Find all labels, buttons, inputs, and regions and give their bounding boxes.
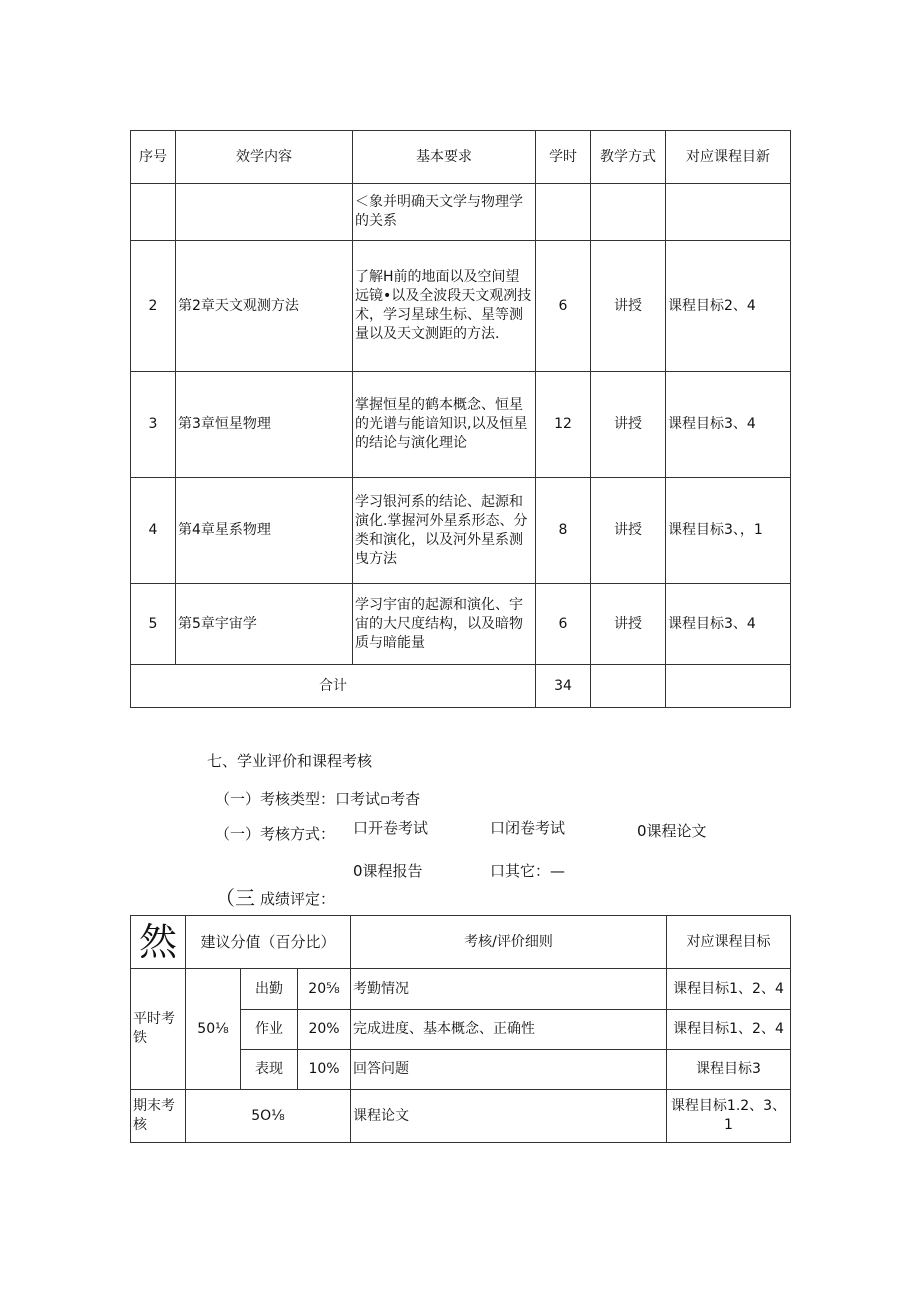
cell-no [131, 184, 176, 241]
grade-section-label: 成绩评定： [260, 890, 336, 908]
cell-goal: 课程目标3、，1 [666, 478, 791, 584]
header-goal: 对应课程目标 [667, 916, 791, 969]
cell-no: 3 [131, 372, 176, 478]
item-pct: 20% [298, 1010, 351, 1050]
final-detail: 课程论文 [351, 1090, 667, 1143]
syllabus-header-row [131, 131, 791, 184]
option-open-book: 口开卷考试 [353, 819, 429, 837]
item-detail: 考勤情况 [351, 969, 667, 1010]
cell-hours: 8 [536, 478, 591, 584]
cell-requirement: 学习银河系的结论、起源和演化.掌握河外星系形态、分类和演化，以及河外星系测曳方法 [353, 478, 536, 584]
item-goal: 课程目标1、2、4 [667, 1010, 791, 1050]
cell-content: 第2章天文观测方法 [176, 241, 353, 372]
regular-pct: 50⅛ [186, 969, 241, 1090]
assessment-method-label: （一）考核方式： [215, 825, 336, 843]
total-empty [666, 665, 791, 708]
cell-requirement: 了解H前的地面以及空间望远镜•以及全波段天文观冽技术，学习星球生标、星等测量以及天文测距的方法. [353, 241, 536, 372]
total-row [131, 665, 791, 708]
cell-method [591, 184, 666, 241]
cell-content: 第5章宇宙学 [176, 584, 353, 665]
cell-no: 2 [131, 241, 176, 372]
table-row [131, 241, 791, 372]
cell-content: 第4章星系物理 [176, 478, 353, 584]
cell-goal: 课程目标2、4 [666, 241, 791, 372]
table-row [131, 969, 791, 1010]
big-char: 然 [131, 916, 186, 969]
cell-method: 讲授 [591, 584, 666, 665]
item-goal: 课程目标3 [667, 1050, 791, 1090]
cell-method: 讲授 [591, 372, 666, 478]
cell-requirement: ＜象并明确天文学与物理学的关系 [353, 184, 536, 241]
item-pct: 10% [298, 1050, 351, 1090]
cell-hours [536, 184, 591, 241]
table-row [131, 478, 791, 584]
header-requirement: 基本要求 [353, 131, 536, 184]
item-pct: 20⅝ [298, 969, 351, 1010]
total-hours: 34 [536, 665, 591, 708]
item-name: 作业 [241, 1010, 298, 1050]
cell-requirement: 学习宇宙的起源和演化、宇宙的大尺度结构，以及暗物质与暗能量 [353, 584, 536, 665]
grade-header-row [131, 916, 791, 969]
cell-hours: 6 [536, 241, 591, 372]
cell-hours: 12 [536, 372, 591, 478]
final-label: 期末考核 [131, 1090, 186, 1143]
cell-method: 讲授 [591, 241, 666, 372]
cell-goal: 课程目标3、4 [666, 372, 791, 478]
assessment-type-line: （一）考核类型：口考试▫考杳 [215, 790, 421, 808]
header-goal: 对应课程目新 [666, 131, 791, 184]
item-detail: 回答问题 [351, 1050, 667, 1090]
cell-method: 讲授 [591, 478, 666, 584]
table-row [131, 584, 791, 665]
cell-content [176, 184, 353, 241]
syllabus-table [130, 130, 791, 708]
table-row [131, 1090, 791, 1143]
grade-table [130, 915, 791, 1143]
section-title: 七、学业评价和课程考核 [207, 752, 373, 770]
final-goal: 课程目标1.2、3、1 [667, 1090, 791, 1143]
total-empty [591, 665, 666, 708]
cell-goal: 课程目标3、4 [666, 584, 791, 665]
cell-requirement: 掌握恒星的鹤本概念、恒星的光谱与能谙知识,以及恒星的结论与演化理论 [353, 372, 536, 478]
table-row [131, 184, 791, 241]
item-name: 表现 [241, 1050, 298, 1090]
table-row [131, 372, 791, 478]
final-pct: 5O⅛ [186, 1090, 351, 1143]
header-score: 建议分值（百分比） [186, 916, 351, 969]
cell-goal [666, 184, 791, 241]
cell-no: 4 [131, 478, 176, 584]
cell-no: 5 [131, 584, 176, 665]
header-detail: 考核/评价细则 [351, 916, 667, 969]
option-paper: 0课程论文 [637, 822, 707, 840]
regular-label: 平时考铁 [131, 969, 186, 1090]
option-report: 0课程报告 [353, 862, 423, 880]
option-other: 口其它：— [490, 862, 566, 880]
header-content: 效学内容 [176, 131, 353, 184]
header-no: 序号 [131, 131, 176, 184]
header-method: 教学方式 [591, 131, 666, 184]
total-label: 合计 [131, 665, 536, 708]
item-name: 出勤 [241, 969, 298, 1010]
item-detail: 完成进度、基本概念、正确性 [351, 1010, 667, 1050]
grade-section-bracket: （三 [215, 886, 255, 910]
option-closed-book: 口闭卷考试 [490, 819, 566, 837]
cell-content: 第3章恒星物理 [176, 372, 353, 478]
item-goal: 课程目标1、2、4 [667, 969, 791, 1010]
cell-hours: 6 [536, 584, 591, 665]
header-hours: 学时 [536, 131, 591, 184]
